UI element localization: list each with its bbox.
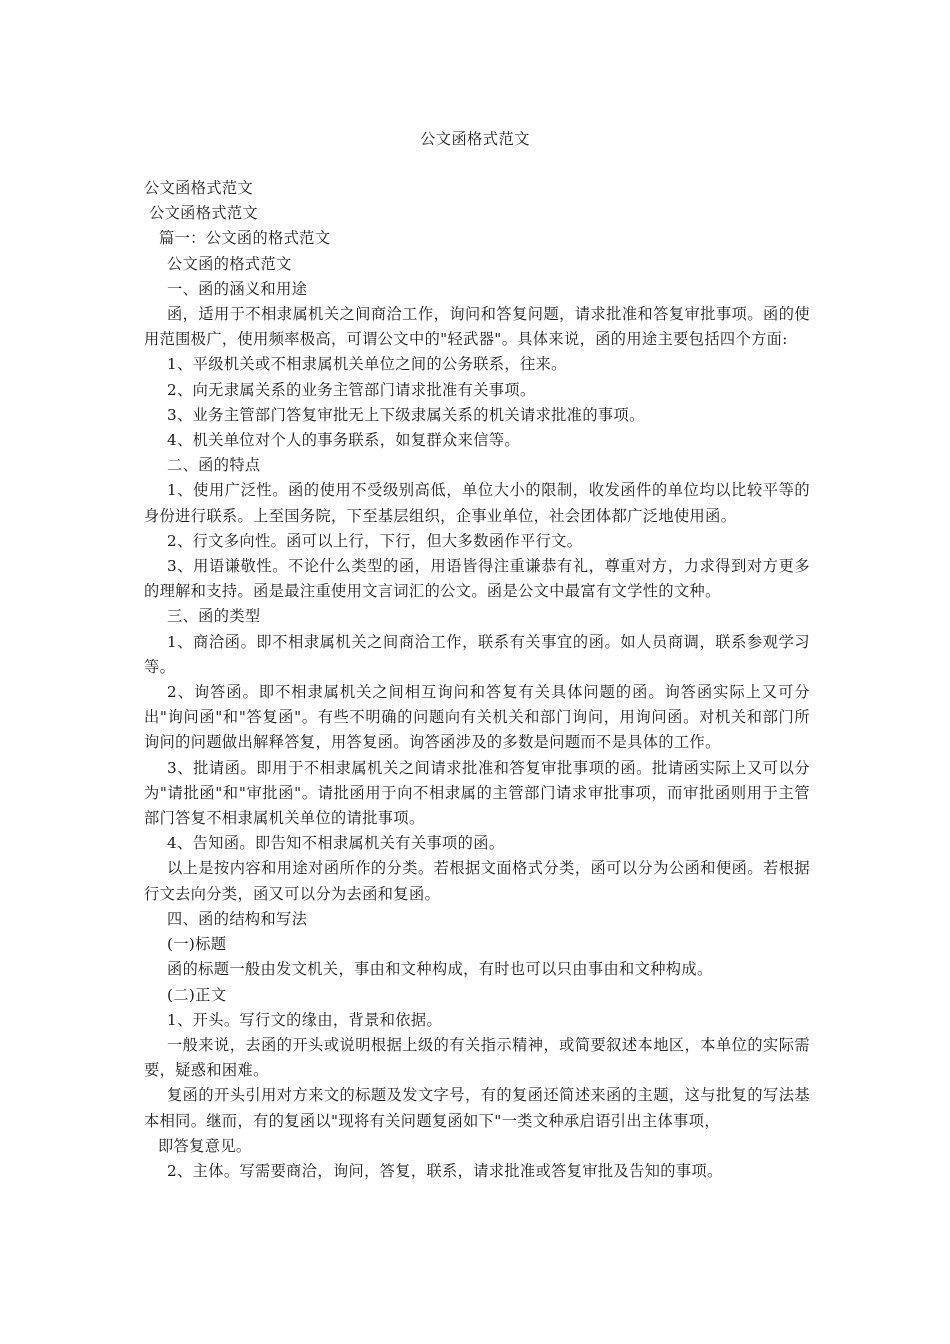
paragraph: 2、询答函。即不相隶属机关之间相互询问和答复有关具体问题的函。询答函实际上又可分出"询问函"和"答复函"。有些不明确的问题向有关机关和部门询问，用询问函。对机关和部门所询问的问题做出解释答复，用答复函。询答函涉及的多数是问题而不是具体的工作。 [144, 683, 810, 752]
paragraph: 2、主体。写需要商洽，询问，答复，联系，请求批准或答复审批及告知的事项。 [167, 1161, 723, 1180]
paragraph: 3、批请函。即用于不相隶属机关之间请求批准和答复审批事项的函。批请函实际上又可以分为"请批函"和"审批函"。请批函用于向不相隶属的主管部门请求审批事项，而审批函则用于主管部门答复不相隶属机关单位的请批事项。 [144, 758, 810, 828]
paragraph: 公文函格式范文 [144, 179, 254, 197]
paragraph: 篇一：公文函的格式范文 [159, 229, 331, 248]
paragraph: 1、平级机关或不相隶属机关单位之间的公务联系，往来。 [167, 355, 567, 374]
paragraph: 四、函的结构和写法 [167, 909, 308, 928]
paragraph: 2、行文多向性。函可以上行，下行，但大多数函作平行文。 [167, 531, 583, 550]
document-body [144, 176, 810, 1184]
paragraph: 函，适用于不相隶属机关之间商洽工作，询问和答复问题，请求批准和答复审批事项。函的使用范围极广，使用频率极高，可谓公文中的"轻武器"。具体来说，函的用途主要包括四个方面: [144, 305, 810, 349]
paragraph: 一般来说，去函的开头或说明根据上级的有关指示精神，或简要叙述本地区，本单位的实际需要，疑惑和困难。 [144, 1035, 810, 1080]
paragraph: 公文函格式范文 [149, 204, 259, 223]
paragraph: 1、商洽函。即不相隶属机关之间商洽工作，联系有关事宜的函。如人员商调，联系参观学习等。 [144, 632, 810, 676]
paragraph: 公文函的格式范文 [167, 254, 292, 273]
paragraph: (二)正文 [167, 985, 227, 1004]
paragraph: (一)标题 [167, 935, 227, 954]
paragraph: 1、使用广泛性。函的使用不受级别高低，单位大小的限制，收发函件的单位均以比较平等的身份进行联系。上至国务院，下至基层组织，企事业单位，社会团体都广泛地使用函。 [144, 481, 810, 525]
paragraph: 一、函的涵义和用途 [167, 279, 308, 298]
paragraph: 即答复意见。 [158, 1136, 252, 1155]
paragraph: 二、函的特点 [167, 456, 261, 475]
paragraph: 以上是按内容和用途对函所作的分类。若根据文面格式分类，函可以分为公函和便函。若根据行文去向分类，函又可以分为去函和复函。 [144, 859, 810, 903]
document-title: 公文函格式范文 [420, 130, 530, 148]
paragraph: 三、函的类型 [167, 607, 261, 626]
paragraph: 1、开头。写行文的缘由，背景和依据。 [167, 1010, 443, 1029]
paragraph: 4、机关单位对个人的事务联系，如复群众来信等。 [167, 431, 520, 450]
paragraph: 4、告知函。即告知不相隶属机关有关事项的函。 [167, 834, 505, 853]
paragraph: 复函的开头引用对方来文的标题及发文字号，有的复函还简述来函的主题，这与批复的写法基本相同。继而，有的复函以"现将有关问题复函如下"一类文种承启语引出主体事项， [144, 1086, 810, 1130]
paragraph: 3、业务主管部门答复审批无上下级隶属关系的机关请求批准的事项。 [167, 405, 645, 424]
paragraph: 3、用语谦敬性。不论什么类型的函，用语皆得注重谦恭有礼，尊重对方，力求得到对方更多的理解和支持。函是最注重使用文言词汇的公文。函是公文中最富有文学性的文种。 [144, 557, 810, 601]
paragraph: 2、向无隶属关系的业务主管部门请求批准有关事项。 [167, 380, 536, 399]
paragraph: 函的标题一般由发文机关，事由和文种构成，有时也可以只由事由和文种构成。 [167, 960, 713, 979]
